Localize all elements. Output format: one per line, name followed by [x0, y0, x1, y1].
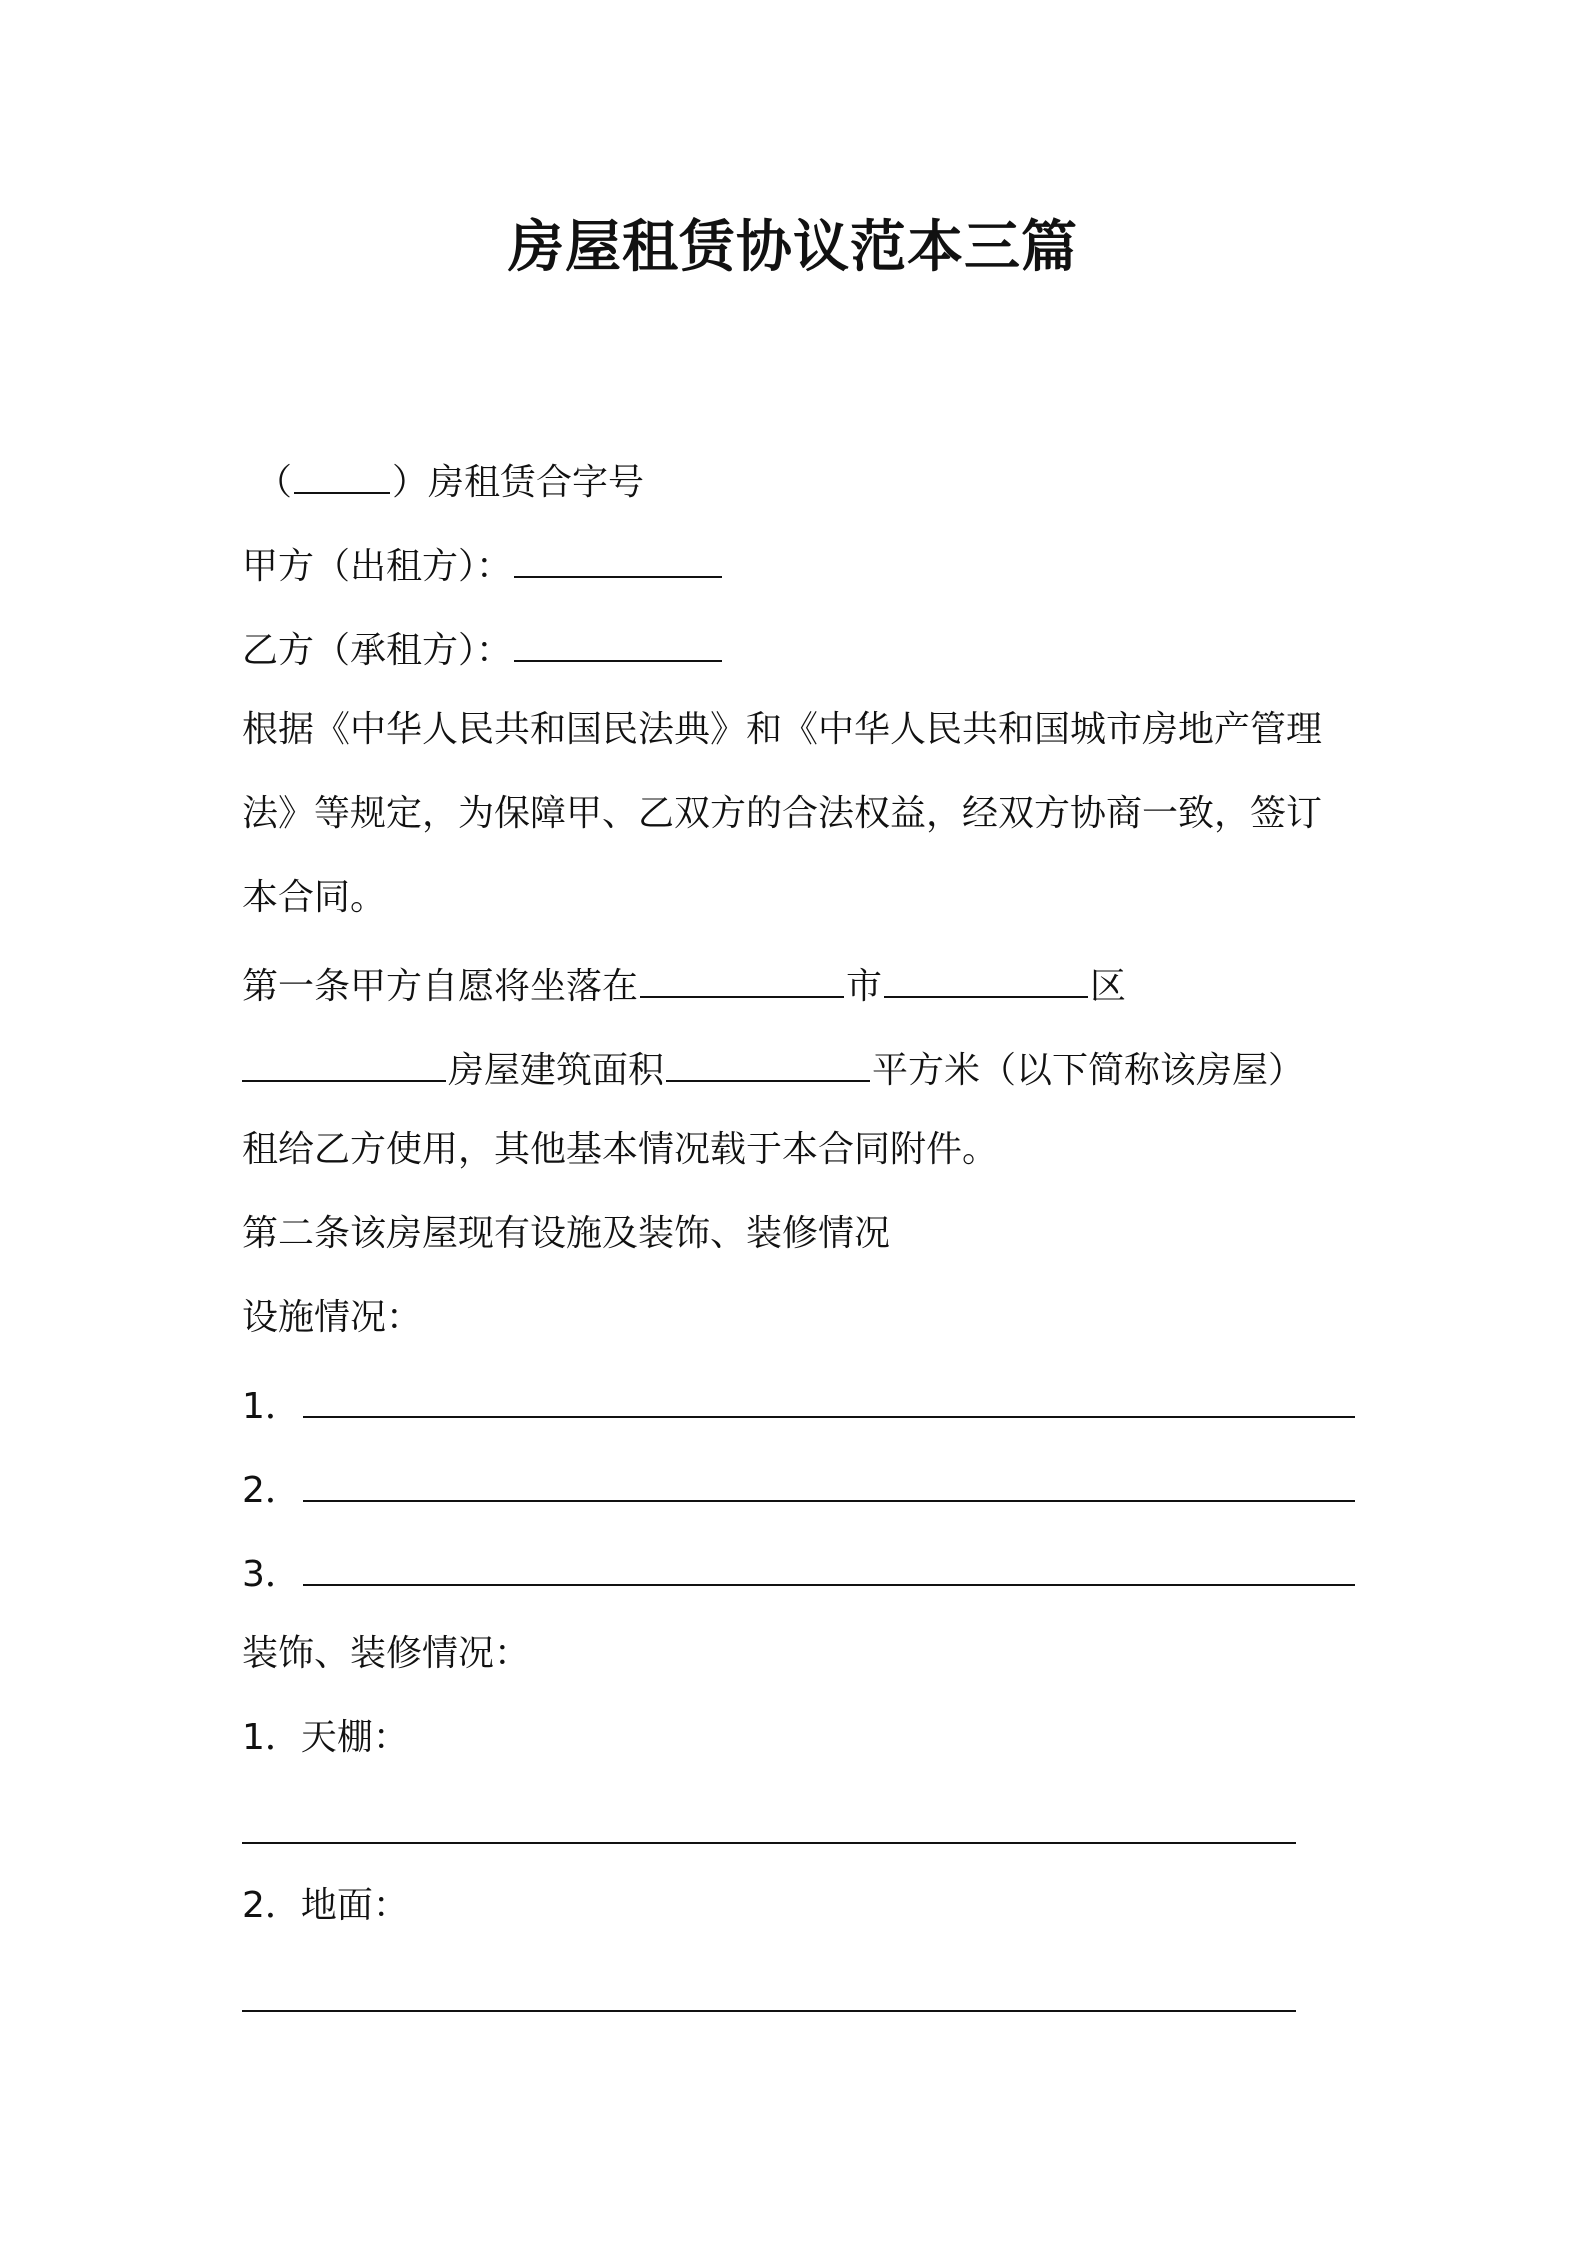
address-blank[interactable]: [242, 1040, 446, 1082]
district-blank[interactable]: [884, 956, 1088, 998]
facility-item-1: [242, 1376, 1357, 1433]
contract-number-line: [256, 452, 644, 509]
party-a-line: [242, 536, 724, 593]
facilities-label: 设施情况：: [242, 1297, 423, 1338]
article-1-text-area: 房屋建筑面积: [448, 1050, 665, 1091]
facility-item-2: [242, 1460, 1357, 1517]
facility-item-1-number: 1．: [242, 1386, 301, 1427]
facility-item-3: [242, 1544, 1357, 1601]
contract-number-blank[interactable]: [294, 452, 390, 494]
contract-number-prefix: （: [256, 462, 293, 503]
floor-blank[interactable]: [242, 2010, 1296, 2012]
preamble-line-1: 根据《中华人民共和国民法典》和《中华人民共和国城市房地产管理: [242, 709, 1323, 750]
facility-item-1-blank[interactable]: [303, 1376, 1355, 1418]
preamble-line-3: 本合同。: [242, 877, 387, 918]
article-1-text-unit: 平方米（以下简称该房屋）: [872, 1050, 1305, 1091]
party-b-line: [242, 620, 724, 677]
document-title: 房屋租赁协议范本三篇: [508, 215, 1078, 280]
city-blank[interactable]: [640, 956, 844, 998]
party-a-label: 甲方（出租方）：: [242, 546, 513, 587]
ceiling-blank[interactable]: [242, 1842, 1296, 1844]
party-b-blank[interactable]: [514, 620, 722, 662]
article-1-line-1: [242, 956, 1126, 1013]
article-1-text-city: 市: [846, 966, 883, 1007]
decoration-item-ceiling: 1．天棚：: [242, 1717, 409, 1758]
facility-item-2-blank[interactable]: [303, 1460, 1355, 1502]
facility-item-2-number: 2．: [242, 1470, 301, 1511]
preamble-line-2: 法》等规定，为保障甲、乙双方的合法权益，经双方协商一致，签订: [242, 793, 1323, 834]
party-b-label: 乙方（承租方）：: [242, 630, 513, 671]
party-a-blank[interactable]: [514, 536, 722, 578]
article-2-heading: 第二条该房屋现有设施及装饰、装修情况: [242, 1213, 891, 1254]
facility-item-3-blank[interactable]: [303, 1544, 1355, 1586]
decoration-item-floor: 2．地面：: [242, 1885, 409, 1926]
facility-item-3-number: 3．: [242, 1554, 301, 1595]
contract-number-suffix: ）房租赁合字号: [392, 462, 645, 503]
article-1-line-2: [242, 1040, 1304, 1097]
article-1-text-a: 第一条甲方自愿将坐落在: [242, 966, 639, 1007]
article-1-line-3: 租给乙方使用，其他基本情况载于本合同附件。: [242, 1129, 999, 1170]
article-1-text-district: 区: [1090, 966, 1127, 1007]
area-blank[interactable]: [666, 1040, 870, 1082]
decoration-label: 装饰、装修情况：: [242, 1633, 531, 1674]
